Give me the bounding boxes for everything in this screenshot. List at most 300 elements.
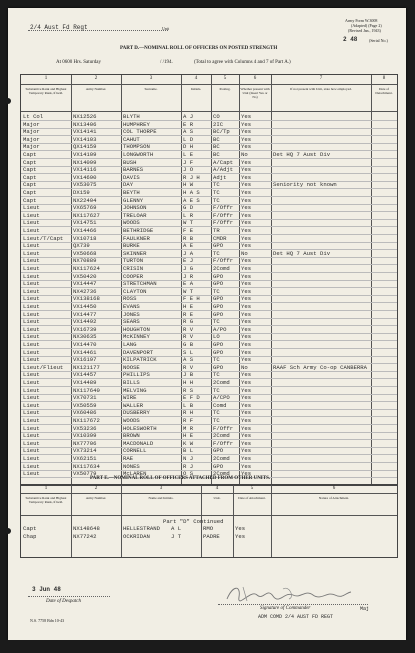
officer-num: DX159: [73, 189, 90, 196]
column-number: 2: [94, 76, 98, 81]
document-page: [8, 8, 406, 640]
officer-row: [21, 356, 397, 363]
officer-num: VX73214: [73, 447, 97, 455]
officer-row: [21, 189, 397, 196]
officer-init: H A S: [183, 189, 200, 196]
officer-present: Yes: [241, 318, 252, 326]
officer-name: STRETCHMAN: [123, 280, 157, 288]
officer-present: Yes: [241, 379, 252, 386]
officer-post: GPO: [213, 272, 224, 280]
officer-present: Yes: [241, 356, 252, 364]
officer-num: VX16197: [73, 356, 97, 364]
at-line: At 0600 Hrs. Saturday: [56, 60, 101, 65]
commander-signature: [223, 583, 353, 605]
officer-init: R S: [183, 386, 194, 394]
officer-num: VX138168: [73, 295, 100, 303]
officer-init: E R: [183, 120, 194, 128]
at-note: (Total to agree with Columns 4 and 7 of Part A.): [194, 60, 291, 65]
officer-init: J B: [183, 371, 194, 379]
officer-row: [21, 288, 397, 295]
officer-init: R B: [183, 234, 194, 242]
officer-init: A S: [183, 128, 194, 136]
officer-name: BLYTH: [123, 113, 140, 120]
officer-present: Yes: [241, 272, 252, 280]
column-number: 6: [253, 76, 257, 81]
officer-num: NX13406: [73, 120, 97, 128]
officer-rank: Lieut: [23, 341, 40, 348]
officer-num: NX117672: [73, 417, 100, 424]
officer-num: VX14477: [73, 310, 97, 318]
officer-num: VX14109: [73, 151, 97, 158]
officer-row: [21, 432, 397, 439]
attached-name: OCKRIDAN: [123, 532, 150, 540]
officer-post: 2Comd: [213, 265, 230, 272]
column-header: Posting.: [219, 87, 231, 91]
officer-present: Yes: [241, 303, 252, 310]
officer-row: [21, 235, 397, 242]
officer-init: H H: [183, 379, 194, 386]
officer-num: NX117627: [73, 211, 100, 219]
officer-present: Yes: [241, 135, 252, 143]
officer-present: Yes: [241, 295, 252, 303]
officer-init: E F D: [183, 394, 200, 402]
officer-init: J A: [183, 249, 194, 257]
officer-init: J G: [183, 265, 194, 272]
officer-post: TC: [213, 356, 220, 364]
attach-column-header: Nature of Attachment.: [318, 496, 350, 500]
officer-name: TURTON: [123, 257, 144, 265]
officer-row: [21, 364, 397, 371]
attach-column-header: Name and Initials.: [148, 496, 174, 500]
officer-num: NX117634: [73, 462, 100, 470]
officer-init: F E: [183, 227, 194, 234]
officer-present: Yes: [241, 120, 252, 128]
officer-row: [21, 181, 397, 188]
officer-init: J F: [183, 158, 194, 166]
officer-present: Yes: [241, 424, 252, 432]
officer-row: [21, 136, 397, 143]
attach-column-number: 6: [332, 486, 336, 491]
officer-num: NX22404: [73, 196, 97, 204]
officer-present: Yes: [241, 462, 252, 470]
officer-init: G B: [183, 341, 194, 348]
officer-name: DAVIS: [123, 173, 140, 181]
officer-rank: Lieut: [23, 417, 40, 424]
officer-num: VX14466: [73, 227, 97, 234]
officer-present: Yes: [241, 394, 252, 402]
officer-name: HOUGHTON: [123, 325, 150, 333]
officer-post: 2Comd: [213, 432, 230, 440]
column-number: 7: [319, 76, 323, 81]
attach-column-number: 2: [94, 486, 98, 491]
officer-row: [21, 394, 397, 401]
officer-rank: Lieut: [23, 265, 40, 272]
officer-init: L B: [183, 401, 194, 409]
officer-name: ROSS: [123, 295, 137, 303]
officer-name: BEYTH: [123, 189, 140, 196]
officer-post: 2IC: [213, 120, 224, 128]
serial-number: 2 48: [343, 36, 358, 43]
print-note: N.S. 7758 Bdn 10-43: [30, 618, 65, 623]
officer-row: [21, 425, 397, 432]
officer-row: [21, 174, 397, 181]
column-header: Army Number.: [85, 87, 107, 91]
officer-name: HOLESWORTH: [123, 424, 157, 432]
officer-name: SKINNER: [123, 249, 147, 257]
officer-row: [21, 166, 397, 173]
officer-rank: Lieut: [23, 371, 40, 379]
officer-name: CORNELL: [123, 447, 147, 455]
officer-rank: Major: [23, 128, 40, 136]
officer-row: [21, 333, 397, 340]
officer-init: S L: [183, 348, 194, 356]
officer-name: WOODS: [123, 417, 140, 424]
officer-num: NX77706: [73, 439, 97, 447]
punch-hole: [5, 528, 11, 534]
officer-post: TC: [213, 409, 220, 417]
officer-rank: Lieut: [23, 219, 40, 227]
officer-num: VX14489: [73, 379, 97, 386]
adapted-label: (Adapted) (Page 2): [351, 23, 382, 28]
commander-line: ADM COMD 2/4 AUST FD REGT: [258, 614, 334, 620]
officer-rank: Lieut: [23, 333, 40, 341]
officer-post: F/Offr: [213, 424, 234, 432]
officer-present: No: [241, 249, 248, 257]
officer-row: [21, 204, 397, 211]
despatch-date: 3 Jun 48: [32, 586, 61, 593]
officer-present: Yes: [241, 143, 252, 151]
officer-rank: Lieut: [23, 310, 40, 318]
officer-rank: Lieut: [23, 470, 40, 478]
officer-name: BROWN: [123, 432, 140, 440]
officer-row: [21, 197, 397, 204]
officer-post: Comd: [213, 401, 227, 409]
officer-post: F/Offr: [213, 204, 234, 212]
column-number: 4: [194, 76, 198, 81]
officer-name: JONES: [123, 310, 140, 318]
attached-num: NX148648: [73, 525, 100, 532]
officer-init: R V: [183, 325, 194, 333]
officer-name: PHILLIPS: [123, 371, 150, 379]
officer-init: R V: [183, 333, 194, 341]
officer-row: [21, 227, 397, 234]
officer-present: Yes: [241, 204, 252, 212]
officer-name: NOOSE: [123, 363, 140, 371]
army-form-label: Army Form W.3008: [345, 18, 378, 23]
unit-underline: [28, 30, 168, 31]
officer-rank: Lieut: [23, 249, 40, 257]
officer-init: E A: [183, 280, 194, 288]
officer-row: [21, 447, 397, 454]
officer-num: VX14450: [73, 303, 97, 310]
officer-name: BUSH: [123, 158, 137, 166]
officer-rank: Lieut: [23, 211, 40, 219]
attached-nature: Yes: [235, 525, 246, 532]
part-d-table: [20, 74, 398, 486]
officer-name: CRISIN: [123, 265, 144, 272]
unit-value: 2/4 Aust Fd Regt: [30, 24, 88, 31]
officer-post: LO: [213, 333, 220, 341]
officer-num: QX739: [73, 242, 90, 250]
signature-underline: [218, 604, 368, 605]
officer-name: COOPER: [123, 272, 144, 280]
officer-present: Yes: [241, 409, 252, 417]
column-number: 8: [382, 76, 386, 81]
officer-rank: Major: [23, 120, 40, 128]
officer-init: A E: [183, 242, 194, 250]
officer-post: A/Adjt: [213, 166, 234, 174]
at-date: / /194.: [160, 60, 173, 65]
attached-num: NX77242: [73, 532, 97, 540]
officer-post: GPO: [213, 295, 224, 303]
officer-init: A S: [183, 356, 194, 364]
officer-rank: Lieut: [23, 318, 40, 326]
officer-rank: Lieut: [23, 379, 40, 386]
officer-rank: Capt: [23, 166, 37, 174]
officer-init: D H: [183, 143, 194, 151]
signature-rank: Maj: [360, 606, 370, 612]
officer-row: [21, 295, 397, 302]
officer-present: No: [241, 151, 248, 158]
attached-row: [21, 525, 397, 532]
officer-rank: Major: [23, 135, 40, 143]
officer-name: HUMPHREY: [123, 120, 150, 128]
officer-init: A E S: [183, 196, 200, 204]
part-e-table: [20, 484, 398, 558]
officer-row: [21, 318, 397, 325]
officer-post: 2Comd: [213, 470, 230, 478]
officer-name: LONGWORTH: [123, 151, 154, 158]
attached-init: A L: [171, 525, 182, 532]
officer-name: WIRE: [123, 394, 137, 402]
officer-present: Yes: [241, 310, 252, 318]
officer-rank: Lieut: [23, 455, 40, 462]
officer-present: Yes: [241, 287, 252, 295]
officer-post: BC: [213, 151, 220, 158]
officer-row: [21, 128, 397, 135]
officer-present: Yes: [241, 234, 252, 242]
officer-rank: Lieut: [23, 462, 40, 470]
officer-post: BC: [213, 143, 220, 151]
officer-num: VX62151: [73, 455, 97, 462]
officer-row: [21, 409, 397, 416]
officer-present: Yes: [241, 470, 252, 478]
part-e-title: PART E.—NOMINAL ROLL OF OFFICERS ATTACHED FROM OTHER UNITS.: [90, 476, 271, 481]
officer-init: W T: [183, 287, 194, 295]
column-header: Date of Detachment.: [375, 87, 393, 95]
unit-label: Unit: [162, 26, 170, 31]
officer-post: GPO: [213, 462, 224, 470]
officer-present: Yes: [241, 211, 252, 219]
officer-num: VX14141: [73, 128, 97, 136]
officer-rank: Capt: [23, 158, 37, 166]
officer-present: Yes: [241, 196, 252, 204]
officer-num: VX14116: [73, 166, 97, 174]
officer-name: CLAYTON: [123, 287, 147, 295]
officer-rank: Capt: [23, 173, 37, 181]
officer-init: J R: [183, 272, 194, 280]
officer-num: VX70731: [73, 394, 97, 402]
officer-num: NX12526: [73, 113, 97, 120]
signature-label: Signature of Commander: [260, 606, 311, 611]
officer-init: J O: [183, 166, 194, 174]
officer-how: Det HQ 7 Aust Div: [273, 151, 331, 158]
officer-name: EVANS: [123, 303, 140, 310]
attached-unit: RMO: [203, 525, 214, 532]
officer-init: R J: [183, 462, 194, 470]
officer-rank: Lieut: [23, 272, 40, 280]
officer-rank: Lieut/Flieut: [23, 363, 64, 371]
continued-note: Part "D" Continued: [163, 518, 224, 525]
officer-name: LANG: [123, 341, 137, 348]
officer-rank: Lieut: [23, 439, 40, 447]
officer-row: [21, 303, 397, 310]
officer-num: NX42736: [73, 287, 97, 295]
officer-post: TC: [213, 181, 220, 189]
officer-present: Yes: [241, 173, 252, 181]
attach-column-header: Substantive Rank and Highest Temporary Rank, if held.: [25, 496, 67, 504]
officer-present: Yes: [241, 432, 252, 440]
officer-num: NX70889: [73, 257, 97, 265]
column-number: 1: [44, 76, 48, 81]
officer-num: VX50668: [73, 249, 97, 257]
officer-init: R F: [183, 417, 194, 424]
officer-init: H E: [183, 432, 194, 440]
officer-post: GPO: [213, 280, 224, 288]
officer-name: BURKE: [123, 242, 140, 250]
officer-init: A J: [183, 113, 194, 120]
officer-row: [21, 265, 397, 272]
attached-unit: PADRE: [203, 532, 220, 540]
officer-rank: Lieut: [23, 242, 40, 250]
officer-name: McLAREN: [123, 470, 147, 478]
column-number: 5: [223, 76, 227, 81]
attached-nature: Yes: [235, 532, 246, 540]
officer-post: TC: [213, 371, 220, 379]
officer-num: VX53075: [73, 181, 97, 189]
officer-present: Yes: [241, 417, 252, 424]
officer-init: L R: [183, 211, 194, 219]
column-header: Whether present with Unit (Insert Yes or No): [240, 87, 270, 99]
column-header: Surname.: [144, 87, 158, 91]
officer-rank: Lieut: [23, 348, 40, 356]
officer-init: R J H: [183, 173, 200, 181]
despatch-underline: [28, 596, 110, 597]
officer-post: TC: [213, 417, 220, 424]
officer-rank: Lieut: [23, 424, 40, 432]
officer-present: Yes: [241, 447, 252, 455]
officer-row: [21, 455, 397, 462]
officer-present: Yes: [241, 341, 252, 348]
attach-column-number: 3: [159, 486, 163, 491]
officer-init: L D: [183, 135, 194, 143]
officer-rank: Capt: [23, 196, 37, 204]
officer-row: [21, 280, 397, 287]
officer-post: A/Capt: [213, 158, 234, 166]
attached-init: J T: [171, 532, 182, 540]
officer-init: W T: [183, 219, 194, 227]
officer-present: Yes: [241, 371, 252, 379]
officer-post: GPO: [213, 363, 224, 371]
officer-post: A/CPO: [213, 394, 230, 402]
officer-name: DUSBERRY: [123, 409, 150, 417]
officer-rank: Capt: [23, 151, 37, 158]
officer-init: R E: [183, 310, 194, 318]
officer-post: TR: [213, 227, 220, 234]
officer-name: BILLS: [123, 379, 140, 386]
officer-present: Yes: [241, 113, 252, 120]
officer-rank: Lieut: [23, 303, 40, 310]
officer-init: M R: [183, 424, 194, 432]
officer-post: GPO: [213, 242, 224, 250]
column-header: If not present with Unit, state how employed.: [290, 87, 352, 91]
officer-row: [21, 121, 397, 128]
punch-hole: [5, 98, 11, 104]
officer-rank: Lieut: [23, 295, 40, 303]
officer-post: TC: [213, 318, 220, 326]
officer-row: [21, 250, 397, 257]
officer-present: Yes: [241, 158, 252, 166]
officer-name: COL THORPE: [123, 128, 157, 136]
officer-post: Adjt: [213, 173, 227, 181]
archive-footer: [0, 640, 415, 653]
part-d-title: PART D.—NOMINAL ROLL OF OFFICERS ON POSTED STRENGTH: [120, 46, 278, 51]
officer-row: [21, 387, 397, 394]
officer-row: [21, 219, 397, 226]
officer-how: Det HQ 7 Aust Div: [273, 249, 331, 257]
officer-num: QX14159: [73, 143, 97, 151]
officer-present: Yes: [241, 455, 252, 462]
officer-init: N J: [183, 455, 194, 462]
officer-num: NX117640: [73, 386, 100, 394]
officer-present: Yes: [241, 227, 252, 234]
officer-rank: Lieut: [23, 227, 40, 234]
officer-name: FAULKNER: [123, 234, 150, 242]
officer-post: F/Offr: [213, 257, 234, 265]
officer-init: R V: [183, 363, 194, 371]
attach-column-number: 1: [44, 486, 48, 491]
revised-label: (Revised Jan., 1943): [348, 28, 381, 33]
officer-num: VX50779: [73, 470, 97, 478]
attached-rank: Chap: [23, 532, 37, 540]
attach-column-header: Unit.: [213, 496, 221, 500]
officer-post: TC: [213, 196, 220, 204]
officer-name: TRELOAR: [123, 211, 147, 219]
officer-post: F/Offr: [213, 219, 234, 227]
officer-name: SEARS: [123, 318, 140, 326]
officer-name: GLENNY: [123, 196, 144, 204]
attach-column-number: 5: [250, 486, 254, 491]
officer-num: NX117624: [73, 265, 100, 272]
officer-row: [21, 402, 397, 409]
officer-name: THOMPSON: [123, 143, 150, 151]
officer-post: BC: [213, 135, 220, 143]
officer-rank: Lieut: [23, 432, 40, 440]
despatch-label: Date of Despatch: [46, 599, 81, 604]
officer-name: JOHNSON: [123, 204, 147, 212]
officer-post: F/Offr: [213, 211, 234, 219]
officer-present: Yes: [241, 166, 252, 174]
officer-present: Yes: [241, 181, 252, 189]
officer-name: MACDONALD: [123, 439, 154, 447]
officer-present: Yes: [241, 257, 252, 265]
officer-post: GPO: [213, 303, 224, 310]
officer-row: [21, 311, 397, 318]
officer-present: Yes: [241, 333, 252, 341]
officer-how: RAAF Sch Army Co-op CANBERRA: [273, 363, 367, 371]
officer-post: TC: [213, 287, 220, 295]
officer-init: O S: [183, 470, 194, 478]
